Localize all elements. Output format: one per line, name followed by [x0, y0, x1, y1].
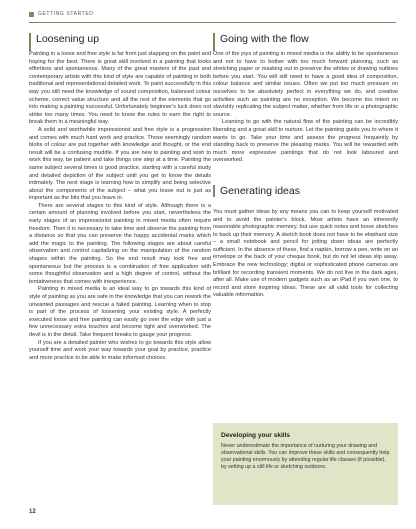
heading-generating-ideas: Generating ideas	[213, 185, 398, 197]
heading-loosening-up: Loosening up	[29, 33, 211, 51]
heading-going-with-the-flow: Going with the flow	[213, 33, 398, 51]
right-column	[213, 33, 398, 300]
paragraph: You must gather ideas by any means you can to keep yourself motivated and to avoid the painter's block. Most artists have an inherently reasonable photographic memory, but use quick notes and loose sketches to back up their memory. A sketch book does not have to be elephant size – a small notebook and pencil for jotting down ideas are perfectly sufficient. In the absence of these, find a napkin, borrow a pen, write on an envelope or the back of your cheque book, but do not let ideas slip away. Embrace the new technology; digital or sophisticated phone cameras are brilliant for recording transient moments. We do not live in the dark ages, after all. Make use of modern gadgets such as an iPad if you own one, to record and store inspiring ideas. These are all valid tools for collecting valuable information.	[213, 208, 398, 299]
paragraph: There are several stages to this kind of style. Although there is a certain amount of planning involved before you start, nevertheless the early stages of an impressionist painting in mixed media often require freedom. Then it is necessary to take time and observe the painting from a distance so that you can preserve the happy accidental marks which add the magic to the painting. The following stages are about careful observation and control capitalizing on the manipulation of the random shapes within the painting. So the end result may look free and spontaneous but the process is a combination of free application with some thoughtful observation and a high degree of control, without the tentativeness that comes with inexperience.	[29, 202, 211, 285]
paragraph: Painting in mixed media is an ideal way to go towards this kind of style of painting as you are safe in the knowledge that you can rework the unwanted passages and rescue a failed painting. Learning when to stop is part of the process of loosening your existing style. A perfectly executed loose and free painting can easily go over the edge with just a few unnecessary extra touches and become tight and overworked. The devil is in the detail. Take frequent breaks to gauge your progress.	[29, 286, 211, 338]
paragraph: If you are a detailed painter who wishes to go towards this style allow yourself time and work your way towards your goal by practice, practice and more practice to be able to make informed choices.	[29, 339, 211, 361]
tip-text: Never underestimate the importance of nurturing your drawing and observational skills. You can improve these skills and consequently help your painting enormously by attending regular life classes (if possible), by setting up a still life or sketching outdoors.	[221, 443, 390, 470]
section-marker-icon	[29, 12, 34, 17]
page-number: 12	[29, 509, 36, 515]
paragraph: One of the joys of painting in mixed media is the ability to be spontaneous and not to have to bother with too much forward planning, such as stretching paper or masking out to preserve the whites or drawing outlines before you start. You will still need to have a good idea of composition, colour balance and similar issues. Often we put too much pressure on ourselves to be absolutely perfect in everything we do, and creative activities such as painting are no exception. We become too intent on slavishly replicating the subject matter, whether from life or a photographic source.	[213, 51, 398, 118]
running-title: GETTING STARTED	[38, 11, 94, 17]
header-rule	[29, 22, 396, 23]
paragraph: Painting in a loose and free style is far from just slapping on the paint and hoping for the best. There is great skill involved in a painting that looks effortless and spontaneous. Many of the great masters of the past and contemporary artists with this kind of style are capable of painting in both traditional and representational detailed work. To paint successfully in this way you still need the knowledge of sound composition, balanced colour scheme, correct value structure and all the rest of the elements that go into making a painting successful. Unfortunately beginner's luck does not strike too many times. You need to know the rules to earn the right to break them in a meaningful way.	[29, 51, 211, 126]
left-column	[29, 33, 211, 362]
paragraph: A solid and worthwhile impressionist and free style is a progression and comes with much hard work and practice. Those seemingly random blobs of colour are put together with knowledge and thought, or the end result will be a confusing muddle. If you are new to painting and wish to work this way, be patient and take things one step at a time. Painting the same subject several times is good practice, starting with a careful study and detailed depiction of the subject until you get to know the details intimately. The next stage is learning how to simplify and being selective about the components of the subject – what you leave out is just as important as the bits that you leave in.	[29, 126, 211, 202]
tip-box	[213, 423, 398, 505]
paragraph: Learning to go with the natural flow of the painting can be incredibly liberating and a great skill to nurture. Let the painting guide you to where it wants to go. Take your time and assess the progress frequently by standing back to preserve the pleasing marks. You will be rewarded with much more expressive paintings that do not look laboured and overworked.	[213, 119, 398, 164]
tip-title: Developing your skills	[221, 432, 290, 439]
